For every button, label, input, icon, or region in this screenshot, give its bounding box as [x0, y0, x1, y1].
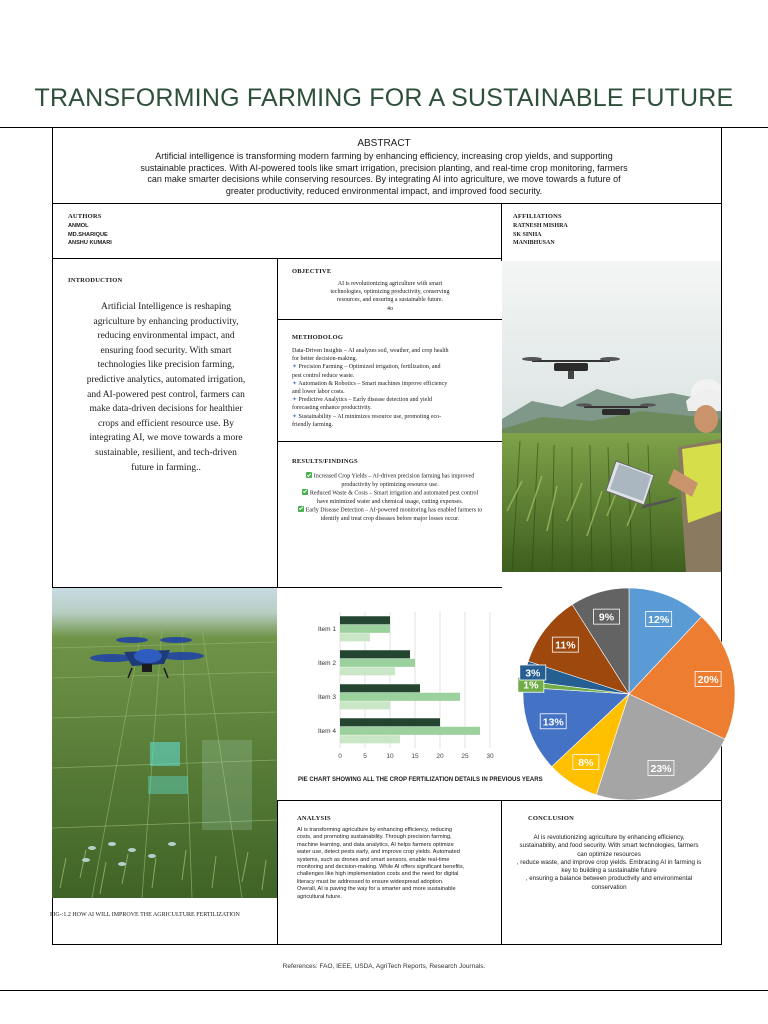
methodology-item — [292, 380, 498, 396]
star-bullet-icon: ✦ — [292, 364, 298, 371]
methodology-line: and lower labor costs. — [292, 389, 345, 396]
pie-data-label: 9% — [598, 611, 615, 624]
results-line: identify and treat crop diseases before major losses occur. — [320, 515, 460, 522]
analysis-line: AI is transforming agriculture by enhancing efficiency, reducing — [297, 827, 452, 833]
bar — [340, 659, 415, 667]
abstract-line: greater productivity, reduced environmental impact, and improved food security. — [225, 185, 543, 196]
x-tick-label: 0 — [338, 753, 342, 760]
authors-list — [68, 222, 112, 248]
star-bullet-icon: ✦ — [292, 380, 298, 387]
bar — [340, 616, 390, 624]
introduction-text — [60, 300, 272, 475]
authors-heading: AUTHORS — [68, 213, 102, 220]
conclusion-line: AI is revolutionizing agriculture by enhancing efficiency, — [533, 834, 685, 841]
author-name: ANSHU KUMARI — [68, 240, 112, 246]
analysis-line: machine learning, and data analytics, AI helps farmers optimize — [297, 841, 454, 848]
bar — [340, 727, 480, 735]
intro-line: crops and efficient resource use. By — [98, 418, 234, 429]
frame-line-top — [0, 127, 768, 128]
analysis-heading: ANALYSIS — [297, 815, 331, 822]
intro-line: predictive analytics, automated irrigation, — [86, 374, 246, 385]
analysis-line: water use, detect pests early, and improve crop yields. Automated — [297, 849, 460, 856]
objective-line: resources, and ensuring a sustainable future. — [336, 297, 444, 304]
check-icon — [298, 506, 304, 512]
methodology-item — [292, 413, 498, 429]
pie-data-label: 1% — [523, 679, 539, 692]
conclusion-line: , reduce waste, and improve crop yields. Embracing AI in farming is — [516, 858, 702, 866]
methodology-divider — [277, 441, 502, 442]
pie-data-label: 20% — [697, 673, 719, 686]
x-tick-label: 20 — [436, 753, 444, 760]
conclusion-line: key to building a sustainable future — [561, 867, 657, 875]
pie-caption: PIE CHART SHOWING ALL THE CROP FERTILIZATION DETAILS IN PREVIOUS YEARS — [298, 777, 543, 783]
farmer-drone-photo — [502, 261, 721, 572]
analysis-line: challenges like high implementation costs and the need for digital — [297, 871, 459, 878]
pie-data-label: 13% — [542, 716, 564, 729]
methodology-line: friendly farming. — [292, 421, 333, 428]
analysis-line: agricultural future. — [297, 893, 342, 900]
analysis-text — [297, 827, 487, 901]
analysis-line: systems, such as drones and smart sensors, enable real-time — [297, 856, 450, 863]
abstract-text — [100, 151, 668, 197]
analysis-line: literacy must be addressed to ensure widespread adoption. — [297, 878, 444, 885]
pie-data-label: 8% — [578, 757, 594, 770]
analysis-line: Overall, AI is paving the way for a smarter and more sustainable — [297, 886, 456, 893]
results-line: Increased Crop Yields – AI-driven precision farming has improved — [313, 473, 475, 480]
objective-line: technologies, optimizing productivity, conserving — [330, 289, 450, 296]
affiliation-divider — [501, 203, 502, 261]
methodology-item — [292, 347, 498, 363]
x-tick-label: 25 — [461, 753, 469, 760]
x-tick-label: 30 — [486, 753, 494, 760]
author-name: ANMOL — [68, 223, 89, 229]
pie-data-label: 12% — [648, 614, 670, 627]
star-bullet-icon: ✦ — [292, 397, 298, 404]
pie-chart — [503, 572, 753, 800]
objective-line: AI is revolutionizing agriculture with smart — [337, 281, 443, 287]
bar — [340, 633, 370, 641]
results-line: Reduced Waste & Costs – Smart irrigation and automated pest control — [309, 490, 479, 497]
poster-title: TRANSFORMING FARMING FOR A SUSTAINABLE FUTURE — [34, 84, 734, 112]
results-line: productivity by optimizing resource use. — [341, 481, 439, 488]
frame-line-right — [721, 127, 722, 945]
intro-line: sustainable, resilient, and tech-driven — [95, 447, 237, 458]
pie-data-label: 23% — [650, 762, 672, 775]
methodology-line: Sustainability – AI minimizes resource use, promoting eco- — [298, 413, 442, 420]
bar — [340, 650, 410, 658]
abstract-heading: ABSTRACT — [357, 138, 411, 149]
bar — [340, 735, 400, 743]
intro-line: reducing environmental impact, and — [97, 331, 235, 342]
objective-heading: OBJECTIVE — [292, 268, 332, 275]
results-heading: RESULTS/FINDINGS — [292, 458, 358, 465]
x-tick-label: 15 — [411, 753, 419, 760]
y-tick-label: Item 2 — [317, 660, 336, 667]
x-tick-label: 5 — [363, 753, 367, 760]
intro-line: make data-driven decisions for healthier — [89, 404, 243, 415]
intro-divider — [277, 258, 278, 588]
bar — [340, 667, 395, 675]
affiliation-name: RATNESH MISHRA — [513, 223, 568, 229]
intro-line: and AI-powered pest control, farmers can — [87, 389, 245, 400]
methodology-list — [292, 347, 498, 429]
affiliations-heading: AFFILIATIONS — [513, 213, 562, 220]
affiliation-name: SK SINHA — [513, 231, 542, 238]
frame-line-bottom — [0, 990, 768, 991]
introduction-heading: INTRODUCTION — [68, 277, 123, 284]
references: References: FAO, IEEE, USDA, AgriTech Reports, Research Journals. — [282, 963, 486, 970]
intro-line: technologies like precision farming, — [97, 360, 235, 371]
bar — [340, 684, 420, 692]
methodology-line: for better decision-making. — [292, 356, 358, 363]
methodology-line: Automation & Robotics – Smart machines improve efficiency — [298, 380, 448, 387]
analysis-left-divider — [277, 800, 278, 945]
bar — [340, 693, 460, 701]
analysis-top-divider — [277, 800, 722, 801]
author-name: MD.SHARIQUE — [68, 231, 108, 238]
analysis-line: costs, and promoting sustainability. Through precision farming, — [297, 834, 452, 841]
abstract-line: Artificial intelligence is transforming modern farming by enhancing efficiency, increasing crop yields, and supporting — [155, 151, 613, 161]
star-bullet-icon: ✦ — [292, 413, 298, 420]
affiliations-list — [513, 222, 568, 248]
conclusion-line: , ensuring a balance between productivity and environmental — [525, 875, 693, 883]
methodology-line: Predictive Analytics – Early disease detection and yield — [298, 397, 432, 404]
conclusion-heading: CONCLUSION — [528, 815, 575, 822]
y-tick-label: Item 1 — [317, 626, 336, 633]
methodology-line: forecasting enhance productivity. — [292, 405, 372, 412]
figure-caption: FIG-:1.2 HOW AI WILL IMPROVE THE AGRICULTURE FERTILIZATION — [50, 912, 240, 918]
methodology-item — [292, 396, 498, 412]
results-line: have minimized water and chemical usage, cutting expenses. — [316, 498, 464, 505]
pie-data-label: 3% — [525, 667, 541, 680]
abstract-divider — [52, 203, 722, 204]
objective-text — [285, 280, 495, 313]
conclusion-text — [506, 834, 712, 892]
methodology-heading: METHODOLOG — [292, 334, 344, 341]
references-divider — [52, 944, 722, 945]
methodology-line: Data-Driven Insights – AI analyzes soil, weather, and crop health — [292, 348, 449, 354]
bar — [340, 718, 440, 726]
bar-chart — [280, 600, 505, 770]
y-tick-label: Item 4 — [317, 728, 336, 735]
conclusion-line: can optimize resources — [577, 850, 641, 858]
drone-field-photo — [52, 588, 277, 898]
x-tick-label: 10 — [386, 753, 394, 760]
bar — [340, 701, 390, 709]
results-line: Early Disease Detection – AI-powered monitoring has enabled farmers to — [305, 507, 483, 514]
analysis-line: monitoring and decision-making. While AI offers significant benefits, — [297, 864, 465, 871]
abstract-line: sustainable practices. With AI-powered tools like smart irrigation, precision planting, and real-time crop monitoring, farmers — [140, 162, 628, 173]
analysis-right-divider — [501, 800, 502, 945]
pie-data-label: 11% — [555, 639, 576, 652]
abstract-line: can make smarter decisions while conserving resources. By integrating AI into agriculture, we move towards a future of — [147, 174, 621, 184]
y-tick-label: Item 3 — [317, 694, 336, 701]
intro-line: ensuring food security. With smart — [100, 345, 232, 356]
conclusion-line: conservation — [591, 883, 627, 891]
methodology-line: Precision Farming – Optimized irrigation, fertilization, and — [298, 364, 441, 371]
methodology-line: pest control reduce waste. — [292, 372, 355, 379]
objective-line: 4o — [387, 305, 393, 312]
check-icon — [302, 489, 308, 495]
results-text — [280, 472, 500, 523]
intro-line: agriculture by enhancing productivity, — [93, 316, 239, 327]
intro-line: future in farming.. — [131, 462, 201, 473]
check-icon — [306, 472, 312, 478]
affiliation-name: MANIBHUSAN — [513, 240, 555, 246]
intro-line: Artificial Intelligence is reshaping — [100, 302, 232, 312]
objective-divider — [277, 319, 502, 320]
conclusion-line: sustainability, and food security. With smart technologies, farmers — [519, 842, 699, 850]
bar — [340, 625, 390, 633]
intro-line: integrating AI, we move towards a more — [89, 433, 243, 444]
methodology-item — [292, 363, 498, 379]
